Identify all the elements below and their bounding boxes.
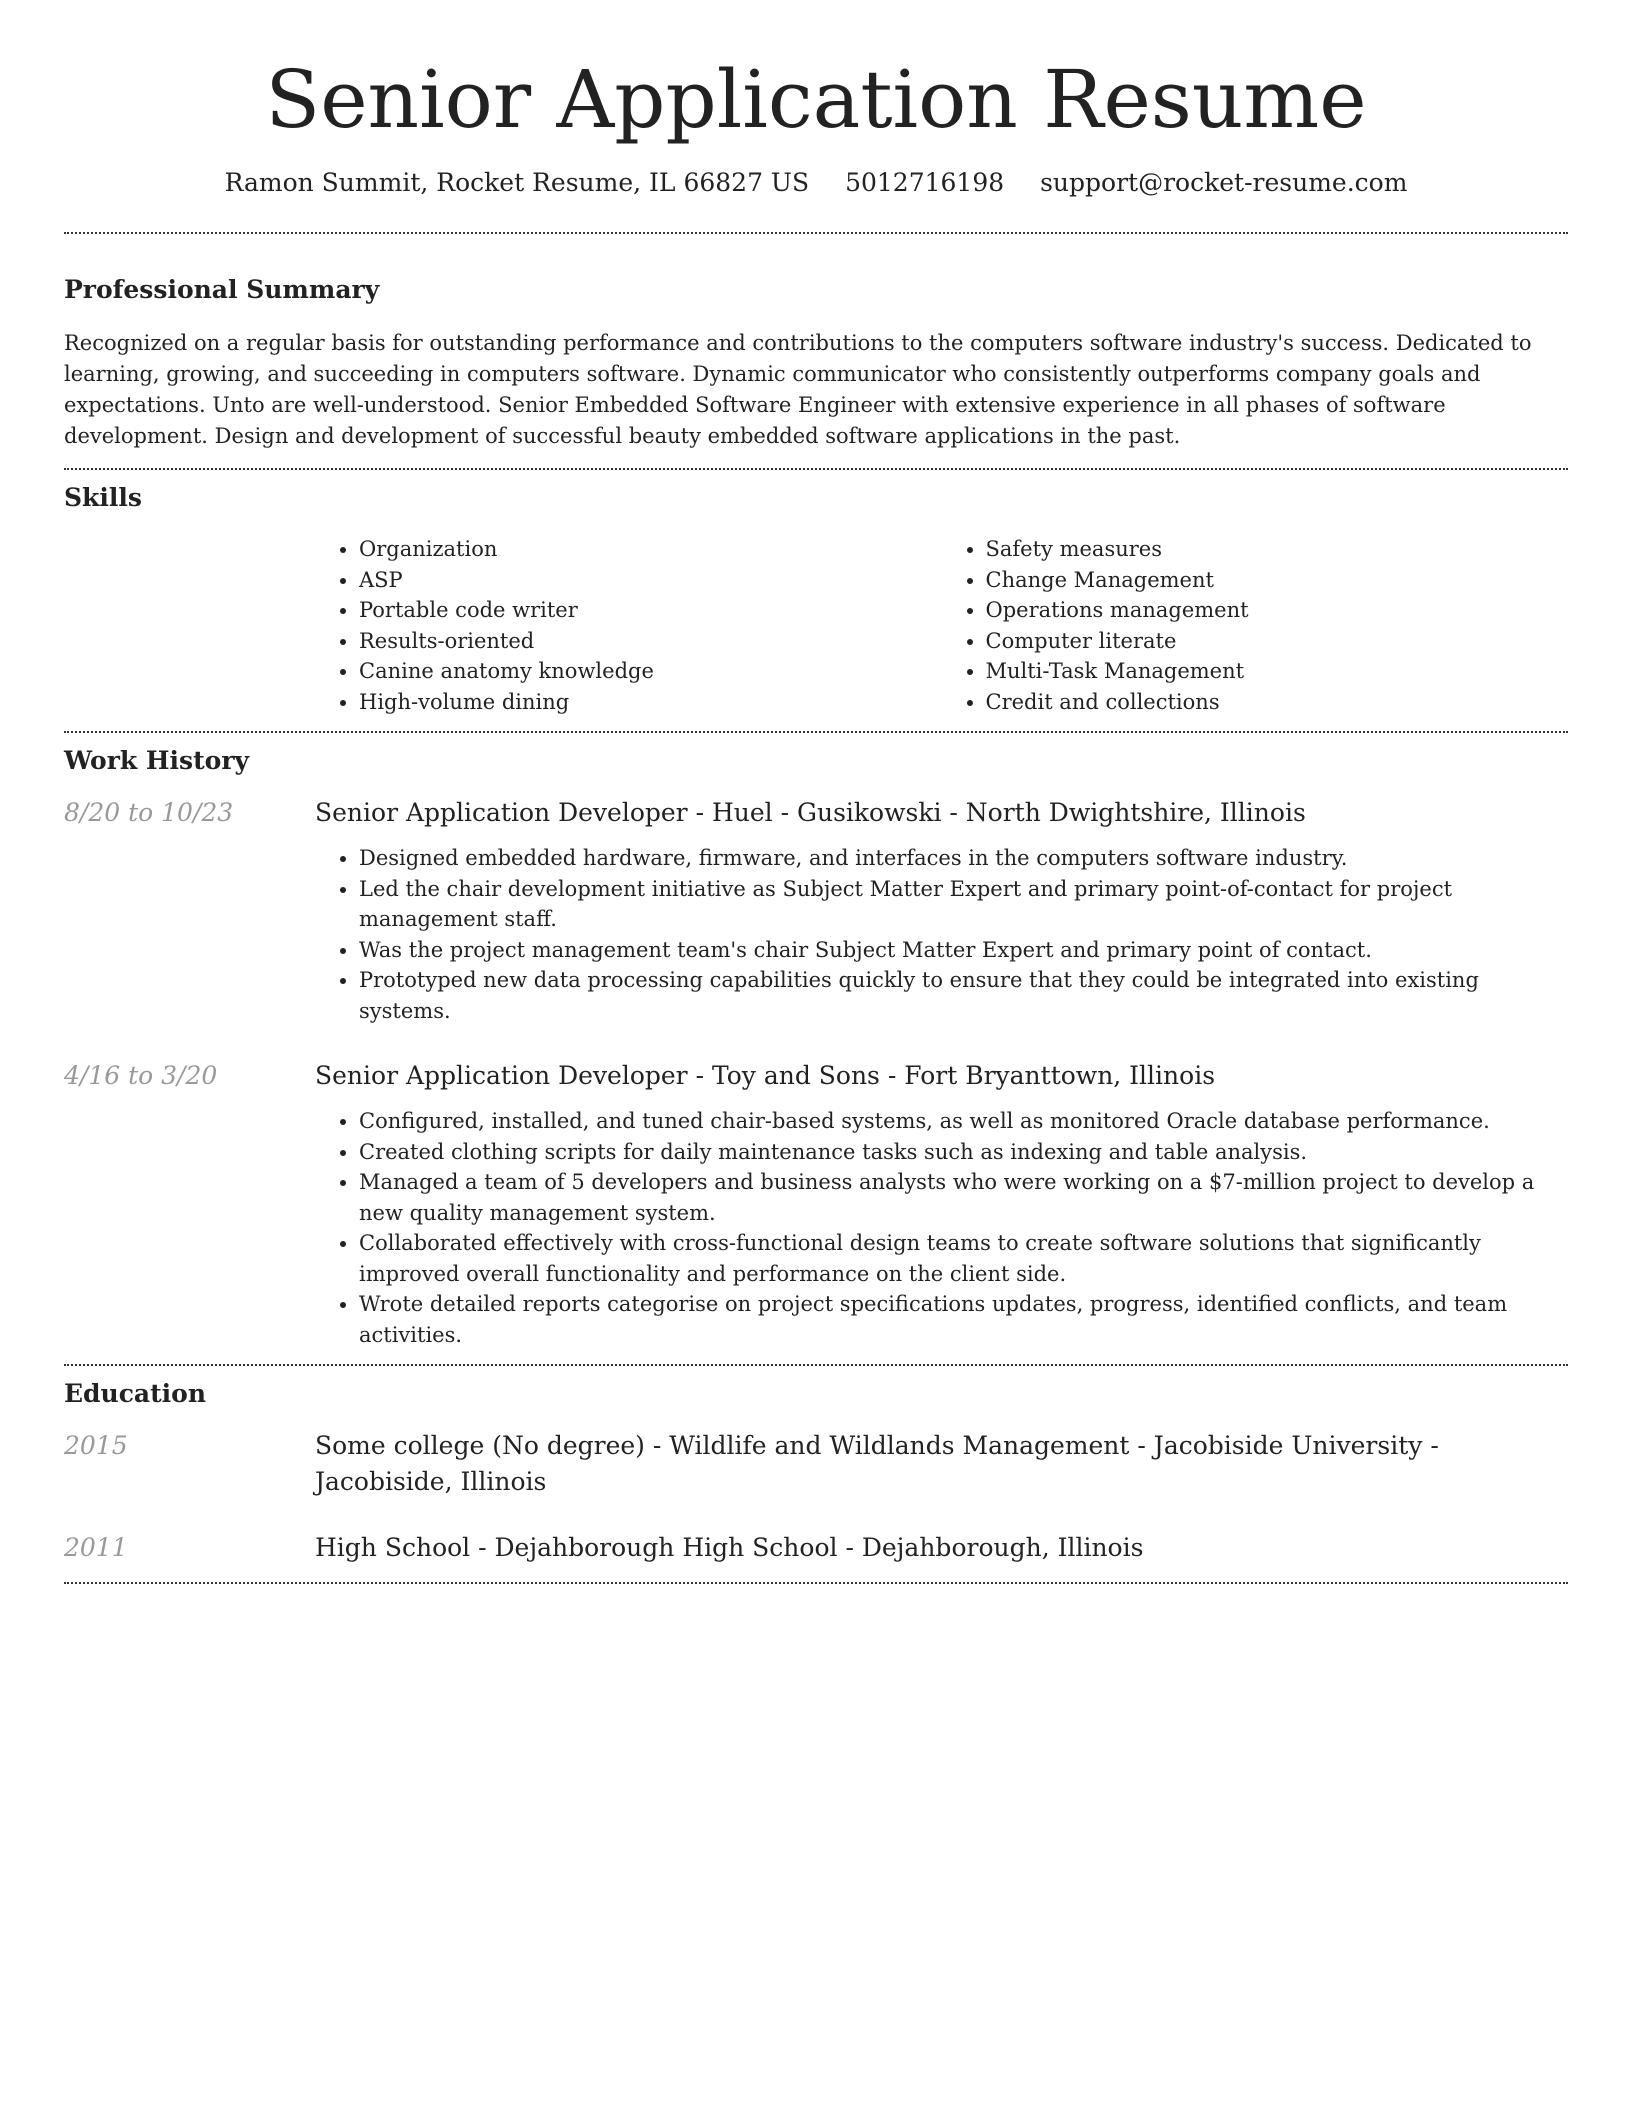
skill-item: • Operations management: [986, 595, 1569, 626]
education-title: High School - Dejahborough High School - Dejahborough, Illinois: [315, 1533, 1144, 1562]
job-bullet: • Led the chair development initiative as Subject Matter Expert and primary point-of-contact for project management staff.: [359, 874, 1568, 935]
skill-item: • Organization: [359, 534, 942, 565]
job-bullet: • Managed a team of 5 developers and business analysts who were working on a $7-million project to develop a new quality management system.: [359, 1167, 1568, 1228]
skill-item: • Computer literate: [986, 626, 1569, 657]
skill-item: • Safety measures: [986, 534, 1569, 565]
job-bullet: • Was the project management team's chair Subject Matter Expert and primary point of contact.: [359, 935, 1568, 966]
skill-item: • Credit and collections: [986, 687, 1569, 718]
skill-item: • Portable code writer: [359, 595, 942, 626]
skill-item: • ASP: [359, 565, 942, 596]
summary-heading: Professional Summary: [64, 275, 380, 304]
job-bullet: • Wrote detailed reports categorise on project specifications updates, progress, identified conflicts, and team activities.: [359, 1289, 1568, 1350]
resume-title: Senior Application Resume: [265, 53, 1367, 146]
education-entry: [64, 1530, 1568, 1566]
contact-line: [64, 166, 1568, 200]
work-section: [64, 745, 1568, 1350]
skill-item: • Change Management: [986, 565, 1569, 596]
job-bullet: • Prototyped new data processing capabilities quickly to ensure that they could be integrated into existing systems.: [359, 965, 1568, 1026]
skill-item: • High-volume dining: [359, 687, 942, 718]
divider: [64, 232, 1568, 234]
contact-address: Ramon Summit, Rocket Resume, IL 66827 US: [224, 168, 810, 197]
resume-page: [64, 0, 1568, 1584]
education-title: Some college (No degree) - Wildlife and Wildlands Management - Jacobiside University - Jacobiside, Illinois: [315, 1431, 1439, 1496]
job-dates: 4/16 to 3/20: [64, 1061, 218, 1090]
contact-phone: 5012716198: [845, 168, 1005, 197]
skills-section: [64, 482, 1568, 717]
job-title: Senior Application Developer - Toy and Sons - Fort Bryanttown, Illinois: [315, 1061, 1216, 1090]
job-bullet: • Configured, installed, and tuned chair-based systems, as well as monitored Oracle database performance.: [359, 1106, 1568, 1137]
job-bullet: • Collaborated effectively with cross-functional design teams to create software solutions that significantly improved overall functionality and performance on the client side.: [359, 1228, 1568, 1289]
skill-item: • Results-oriented: [359, 626, 942, 657]
job-dates: 8/20 to 10/23: [64, 798, 234, 827]
job-entry: [64, 1058, 1568, 1350]
job-bullet: • Created clothing scripts for daily maintenance tasks such as indexing and table analysis.: [359, 1137, 1568, 1168]
job-header: [64, 795, 1568, 831]
divider: [64, 731, 1568, 733]
divider: [64, 1364, 1568, 1366]
summary-text: Recognized on a regular basis for outstanding performance and contributions to the computers software industry's success. Dedicated to learning, growing, and succeeding in computers software. Dynamic communicator who consistently outperforms company goals and expectations. Unto are well-understood. Senior Embedded Software Engineer with extensive experience in all phases of software development. Design and development of successful beauty embedded software applications in the past.: [64, 331, 1532, 448]
job-bullets: [315, 843, 1568, 1026]
divider: [64, 468, 1568, 470]
job-entry: [64, 795, 1568, 1026]
job-title: Senior Application Developer - Huel - Gusikowski - North Dwightshire, Illinois: [315, 798, 1306, 827]
education-heading: Education: [64, 1379, 207, 1408]
education-year: 2011: [64, 1533, 128, 1562]
skill-item: • Canine anatomy knowledge: [359, 656, 942, 687]
divider: [64, 1582, 1568, 1584]
skill-item: • Multi-Task Management: [986, 656, 1569, 687]
education-year: 2015: [64, 1431, 128, 1460]
job-bullet: • Designed embedded hardware, firmware, and interfaces in the computers software industry.: [359, 843, 1568, 874]
work-heading: Work History: [64, 746, 250, 775]
job-bullets: [315, 1106, 1568, 1350]
education-section: [64, 1378, 1568, 1566]
skills-list-left: [315, 534, 942, 717]
education-entry: [64, 1428, 1568, 1500]
skills-grid: [315, 534, 1568, 717]
contact-email[interactable]: support@rocket-resume.com: [1040, 168, 1408, 197]
skills-heading: Skills: [64, 483, 142, 512]
job-header: [64, 1058, 1568, 1094]
skills-list-right: [942, 534, 1569, 717]
summary-section: [64, 274, 1568, 452]
